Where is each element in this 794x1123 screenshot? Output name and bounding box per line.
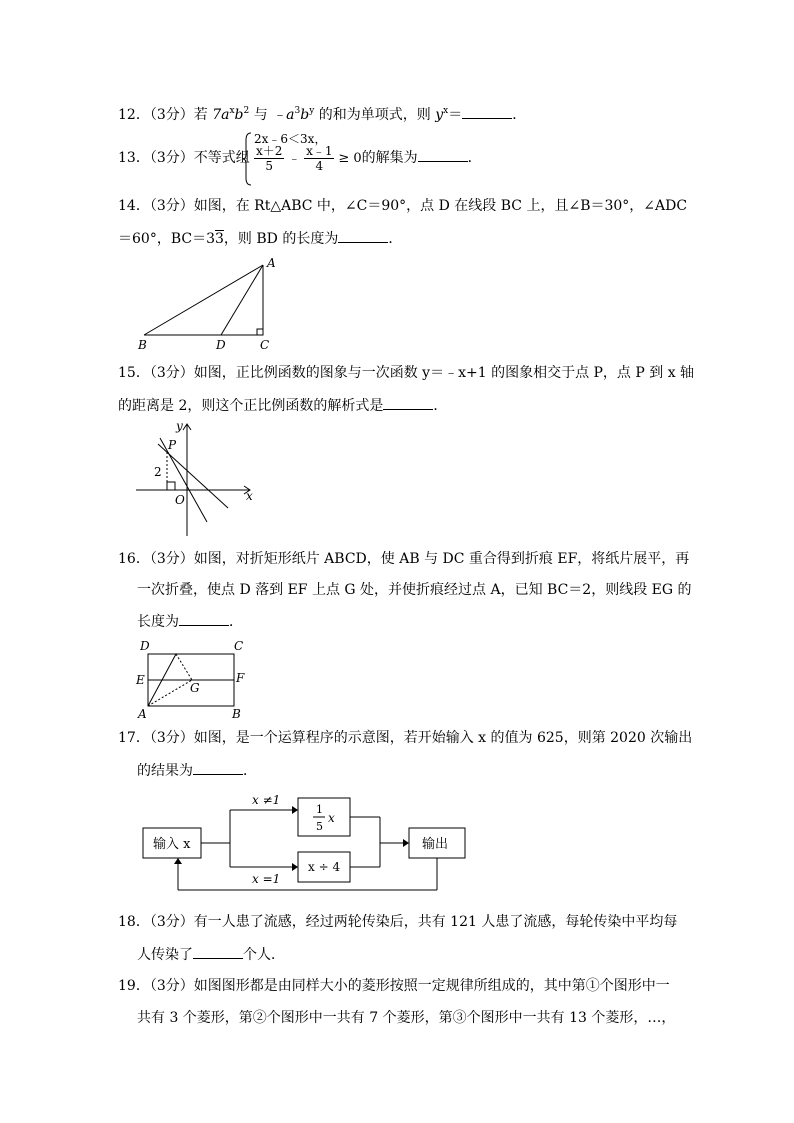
arrow-icon — [174, 858, 182, 864]
q14-end: ． — [388, 231, 403, 247]
brace-icon — [243, 132, 253, 186]
label-d: D — [140, 639, 150, 653]
op1-num: 1 — [316, 803, 323, 816]
q13-score: （3分） — [149, 150, 194, 166]
q12-text3: 的和为单项式，则 — [314, 107, 436, 123]
label-c: C — [260, 338, 270, 352]
condition-eq1: x =1 — [252, 872, 281, 886]
segment-ab — [144, 265, 263, 335]
frac2-num: x﹣1 — [306, 144, 333, 158]
q12-text2: 与 — [249, 107, 273, 123]
label-g: G — [190, 681, 200, 695]
label-d: D — [216, 338, 226, 352]
inequality-line1: 2x﹣6＜3x， — [254, 132, 327, 146]
linear-line — [158, 444, 228, 508]
op1-den: 5 — [316, 820, 323, 833]
triangle-figure — [130, 255, 290, 355]
answer-blank[interactable] — [179, 611, 229, 626]
q16-line1: 16．（3分）如图，对折矩形纸片 ABCD，使 AB 与 DC 重合得到折痕 EF，将纸片展平，再 — [118, 551, 690, 567]
label-o: O — [175, 493, 185, 507]
q19-line2: 共有 3 个菱形，第②个图形中一共有 7 个菱形，第③个图形中一共有 13 个菱形，…， — [137, 1010, 676, 1026]
q12-term1-bexp: 2 — [243, 106, 250, 116]
q12-term2: ﹣a — [272, 107, 295, 123]
arrow-icon — [292, 863, 298, 871]
q14-line2b: ，则 BD 的长度为 — [223, 231, 339, 247]
ge-zero: ≥ 0 — [338, 151, 362, 166]
fraction-2 — [304, 144, 334, 173]
label-y: y — [176, 419, 183, 433]
q16-end: ． — [229, 614, 243, 630]
fraction-1 — [254, 144, 284, 173]
q15-line1: 15．（3分）如图，正比例函数的图象与一次函数 y＝﹣x+1 的图象相交于点 P，点 P 到 x 轴 — [118, 365, 695, 381]
q14-line2a: ＝60°，BC＝3 — [118, 231, 215, 247]
q12-end: ． — [512, 107, 527, 123]
frac1-num: x＋2 — [256, 144, 283, 158]
q17-line2 — [137, 760, 257, 781]
label-two: 2 — [154, 465, 162, 479]
right-angle-mark — [257, 329, 263, 335]
q16-line3-text: 长度为 — [137, 614, 179, 630]
q12-term1: 7a — [212, 107, 230, 123]
inequality-line2 — [254, 144, 482, 173]
flowchart-figure — [140, 790, 480, 900]
answer-blank[interactable] — [193, 760, 243, 775]
label-b: B — [232, 707, 241, 721]
q18-line1: 18．（3分）有一人患了流感，经过两轮传染后，共有 121 人患了流感，每轮传染中平均每 — [118, 914, 678, 930]
frac1-den: 5 — [265, 159, 274, 173]
label-p: P — [168, 438, 177, 452]
q17-line2-text: 的结果为 — [137, 763, 193, 779]
answer-blank[interactable] — [418, 147, 468, 162]
label-f: F — [236, 671, 245, 685]
q12-term2-exp: 3 — [294, 106, 301, 116]
label-a: A — [267, 256, 276, 270]
label-e: E — [136, 673, 145, 687]
q15-end: ． — [433, 398, 448, 414]
q14-line1: 14．（3分）如图，在 Rt△ABC 中，∠C＝90°，点 D 在线段 BC 上，且∠B＝30°，∠ADC — [118, 198, 688, 214]
answer-blank[interactable] — [383, 395, 433, 410]
rectangle-figure — [130, 638, 260, 722]
q12-text1: 若 — [193, 107, 213, 123]
label-c: C — [234, 639, 244, 653]
frac2-den: 4 — [315, 159, 324, 173]
q15-line2 — [118, 395, 678, 416]
answer-blank[interactable] — [338, 228, 388, 243]
q13-number: 13． — [118, 150, 150, 166]
sqrt-value: 3 — [214, 231, 224, 247]
op2-label: x ÷ 4 — [308, 860, 341, 874]
answer-blank[interactable] — [462, 104, 512, 119]
q14-line2 — [118, 228, 678, 249]
right-angle-mark — [167, 482, 175, 490]
q19-line1: 19．（3分）如图图形都是由同样大小的菱形按照一定规律所组成的，其中第①个图形中一 — [118, 978, 670, 994]
output-label: 输出 — [422, 837, 449, 852]
label-a: A — [138, 707, 147, 721]
segment-ad — [221, 265, 263, 335]
q16-line3 — [137, 611, 243, 632]
coordinate-figure — [130, 418, 260, 538]
q13-text1: 不等式组 — [193, 150, 250, 166]
q15-line2-text: 的距离是 2，则这个正比例函数的解析式是 — [118, 398, 384, 414]
answer-blank[interactable] — [193, 944, 243, 959]
q13-end: ． — [467, 150, 482, 166]
q18-line2b: 个人． — [243, 947, 285, 963]
arrow-icon — [403, 839, 409, 847]
dashed-dg — [176, 654, 192, 680]
q17-line1: 17．（3分）如图，是一个运算程序的示意图，若开始输入 x 的值为 625，则第 2020 次输出 — [118, 730, 693, 746]
op1-x: x — [328, 811, 335, 825]
q17-end: ． — [243, 763, 257, 779]
q18-line2 — [137, 944, 285, 965]
q12-term1-b: b — [234, 107, 244, 123]
q16-line2: 一次折叠，使点 D 落到 EF 上点 G 处，并使折痕经过点 A，已知 BC＝2，则线段 EG 的 — [137, 582, 692, 598]
q12-term1-exp: x — [229, 106, 235, 116]
q13-text2: 的解集为 — [361, 150, 418, 166]
q12-term2-bexp: y — [309, 106, 315, 116]
label-x: x — [246, 489, 253, 503]
minus-sign: ﹣ — [288, 151, 301, 165]
q12-term3: y — [435, 107, 444, 123]
q12-term2-b: b — [300, 107, 310, 123]
q12-number: 12． — [118, 107, 150, 123]
q12-score: （3分） — [149, 107, 194, 123]
label-b: B — [138, 338, 147, 352]
input-label: 输入 x — [153, 837, 191, 852]
q12-term3-exp: x — [443, 106, 449, 116]
q12-text4: ＝ — [448, 107, 463, 123]
question-12 — [118, 104, 678, 125]
condition-ne1: x ≠1 — [252, 793, 281, 807]
arrow-icon — [292, 806, 298, 814]
q18-line2a: 人传染了 — [137, 947, 193, 963]
